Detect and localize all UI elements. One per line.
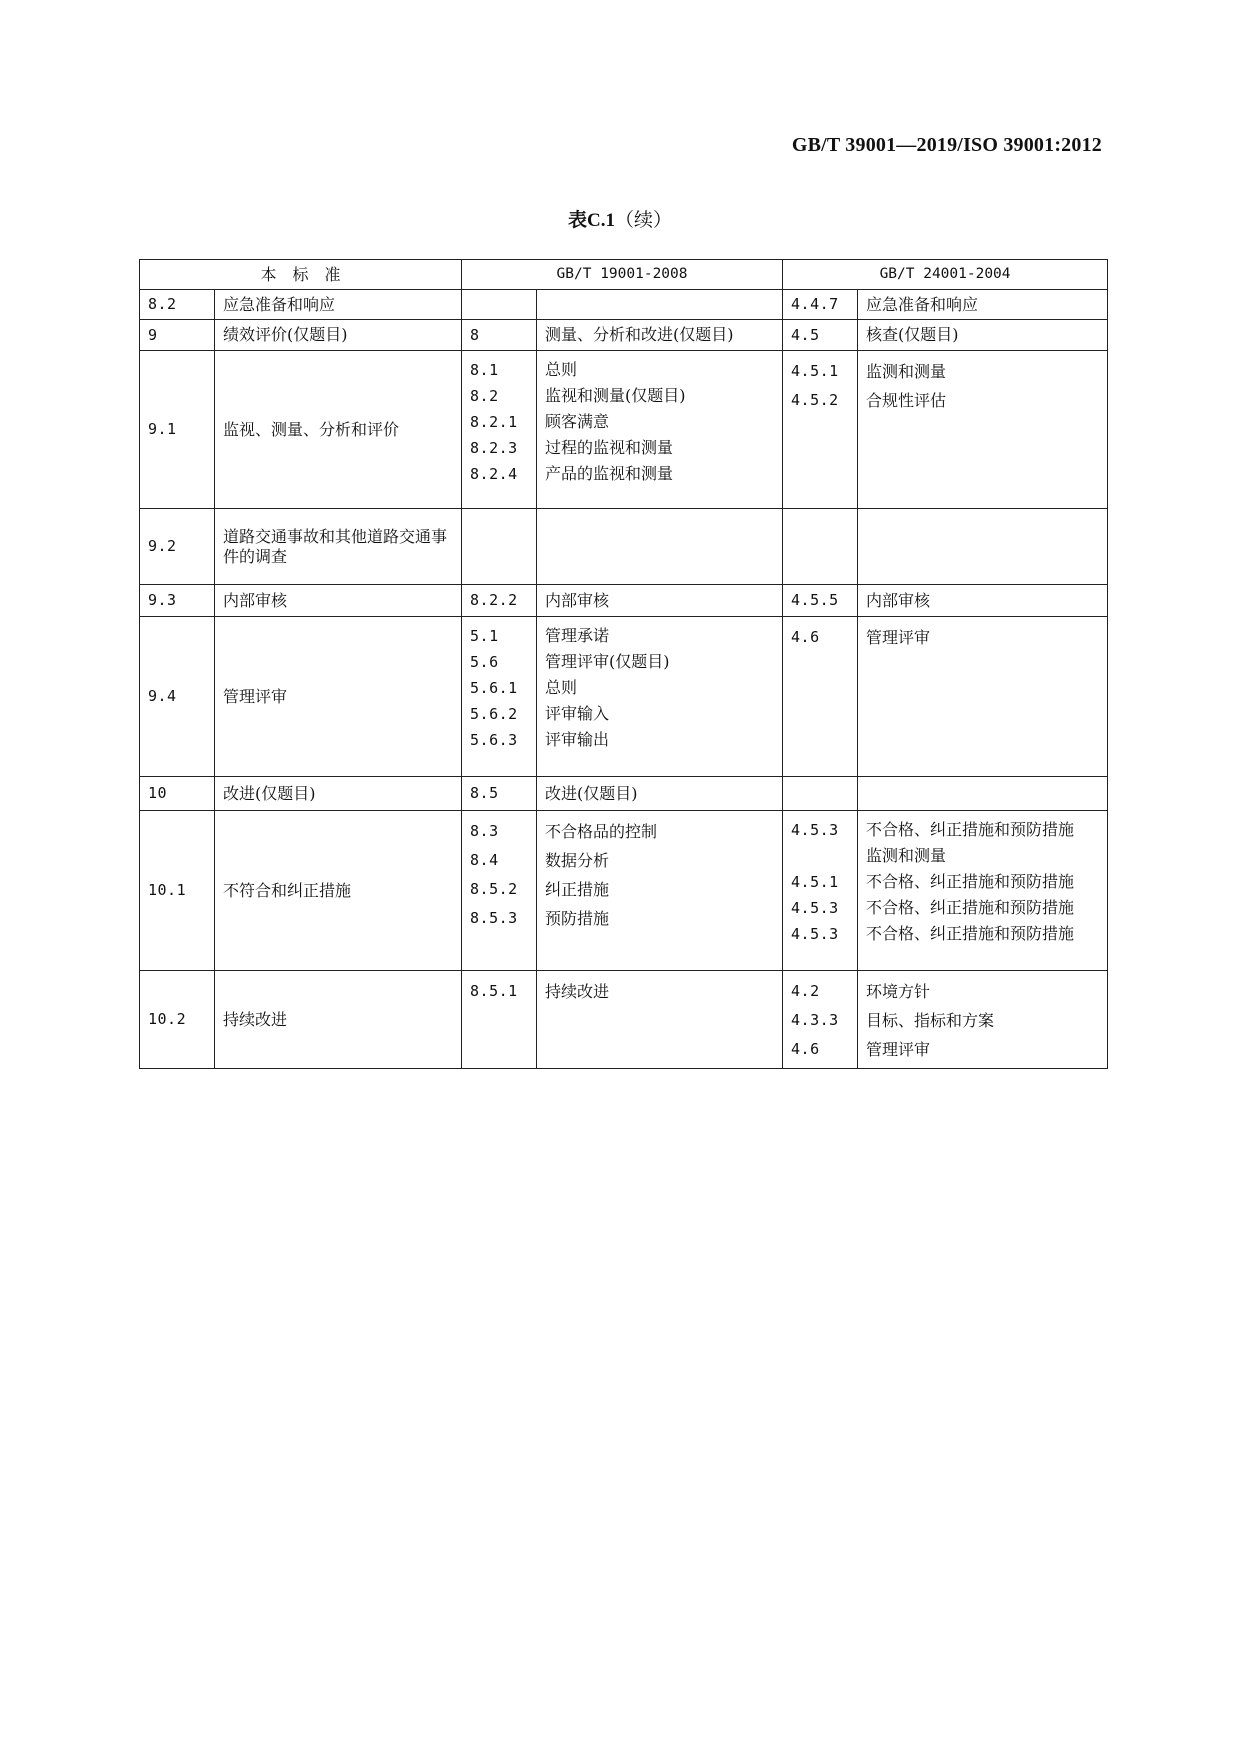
gbt24001-clause-title-line: 不合格、纠正措施和预防措施 [866, 898, 1075, 917]
gbt19001-clause-number [462, 971, 537, 1069]
gbt24001-clause-title-line: 监测和测量 [866, 362, 947, 381]
table-caption [0, 205, 1240, 232]
gbt24001-clause-title [858, 290, 1108, 320]
gbt19001-clause-title-line: 内部审核 [545, 590, 610, 610]
gbt24001-clause-number-line: 4.6 [791, 1040, 820, 1058]
gbt19001-clause-number-line: 8 [470, 325, 480, 344]
clause-title [215, 971, 462, 1069]
gbt19001-clause-title-line: 改进(仅题目) [545, 783, 638, 803]
clause-number [140, 617, 215, 777]
table-row [140, 509, 1108, 585]
clause-title [215, 585, 462, 617]
clause-number [140, 290, 215, 320]
gbt19001-clause-title-line: 产品的监视和测量 [545, 464, 674, 483]
gbt19001-clause-title-line: 总则 [545, 360, 578, 379]
gbt19001-clause-number-line: 8.5.3 [470, 909, 518, 927]
gbt24001-clause-number-line: 4.6 [791, 628, 820, 646]
gbt24001-clause-title-line: 不合格、纠正措施和预防措施 [866, 820, 1075, 839]
gbt24001-clause-title-line: 管理评审 [866, 628, 931, 647]
gbt19001-clause-title [537, 971, 783, 1069]
document-id: GB/T 39001—2019/ISO 39001:2012 [791, 134, 1102, 156]
gbt19001-clause-title-line: 测量、分析和改进(仅题目) [545, 325, 734, 344]
gbt24001-clause-title [858, 509, 1108, 585]
gbt24001-clause-number-line: 4.2 [791, 982, 820, 1000]
clause-number [140, 509, 215, 585]
gbt24001-clause-title [858, 585, 1108, 617]
gbt19001-clause-title-line: 过程的监视和测量 [545, 438, 674, 457]
clause-title [215, 320, 462, 351]
gbt19001-clause-title [537, 351, 783, 509]
gbt24001-clause-title-line: 内部审核 [866, 590, 931, 610]
clause-title [215, 509, 462, 585]
clause-number-text: 9.1 [148, 420, 177, 439]
table-row [140, 777, 1108, 811]
clause-title-text: 管理评审 [223, 686, 288, 706]
gbt19001-clause-title-line: 评审输入 [545, 704, 610, 723]
gbt19001-clause-number [462, 290, 537, 320]
clause-title-text: 改进(仅题目) [223, 783, 316, 803]
gbt19001-clause-number-line: 5.1 [470, 627, 499, 645]
table-row [140, 585, 1108, 617]
table-header-row [140, 260, 1108, 290]
gbt19001-clause-number-line: 8.2.3 [470, 439, 518, 457]
gbt19001-clause-number-line: 8.2.4 [470, 465, 518, 483]
clause-number [140, 351, 215, 509]
gbt19001-clause-number [462, 811, 537, 971]
clause-title-text: 应急准备和响应 [223, 294, 336, 314]
gbt24001-clause-number [783, 971, 858, 1069]
gbt19001-clause-title-line: 评审输出 [545, 730, 610, 749]
gbt24001-clause-number [783, 777, 858, 811]
gbt19001-clause-title [537, 777, 783, 811]
gbt24001-clause-title-line: 核查(仅题目) [866, 325, 959, 344]
gbt19001-clause-title [537, 320, 783, 351]
table-row [140, 290, 1108, 320]
clause-number-text: 9.3 [148, 591, 177, 610]
gbt24001-clause-title-line: 环境方针 [866, 982, 931, 1001]
gbt19001-clause-number-line: 8.2.1 [470, 413, 518, 431]
clause-title [215, 290, 462, 320]
gbt24001-clause-title [858, 811, 1108, 971]
gbt24001-clause-title [858, 617, 1108, 777]
gbt24001-clause-title-line: 合规性评估 [866, 391, 947, 410]
clause-title-text: 道路交通事故和其他道路交通事件的调查 [223, 526, 448, 566]
gbt19001-clause-number-line: 8.5 [470, 784, 499, 803]
table-row [140, 971, 1108, 1069]
clause-number [140, 585, 215, 617]
gbt24001-clause-number [783, 617, 858, 777]
gbt19001-clause-title-line: 不合格品的控制 [545, 822, 658, 841]
gbt19001-clause-title [537, 811, 783, 971]
gbt19001-clause-title-line: 数据分析 [545, 851, 610, 870]
header-gbt-19001: GB/T 19001-2008 [462, 260, 783, 290]
clause-number-text: 9.2 [148, 537, 177, 556]
gbt24001-clause-number-line: 4.5.3 [791, 821, 839, 839]
gbt24001-clause-number-line: 4.5.1 [791, 873, 839, 891]
standards-mapping-table [139, 259, 1108, 1069]
clause-number-text: 10.1 [148, 881, 187, 900]
gbt24001-clause-number [783, 320, 858, 351]
gbt24001-clause-title [858, 351, 1108, 509]
clause-title [215, 811, 462, 971]
gbt24001-clause-number-line [791, 843, 849, 869]
clause-number-text: 8.2 [148, 295, 177, 314]
gbt24001-clause-title-line: 目标、指标和方案 [866, 1011, 995, 1030]
gbt24001-clause-number-line: 4.5.3 [791, 899, 839, 917]
gbt24001-clause-number-line: 4.5.3 [791, 925, 839, 943]
gbt24001-clause-number [783, 585, 858, 617]
clause-number-text: 10 [148, 784, 168, 803]
gbt19001-clause-number-line: 5.6.3 [470, 731, 518, 749]
gbt19001-clause-number-line: 8.1 [470, 361, 499, 379]
gbt19001-clause-number [462, 585, 537, 617]
gbt19001-clause-title-line: 总则 [545, 678, 578, 697]
gbt19001-clause-number [462, 320, 537, 351]
clause-title-text: 绩效评价(仅题目) [223, 325, 348, 344]
gbt19001-clause-number-line: 8.3 [470, 822, 499, 840]
gbt24001-clause-number-line: 4.5.5 [791, 591, 839, 610]
gbt24001-clause-title [858, 777, 1108, 811]
table-caption-number: 表C.1 [568, 210, 615, 231]
gbt19001-clause-title-line: 持续改进 [545, 982, 610, 1001]
clause-title-text: 监视、测量、分析和评价 [223, 419, 400, 439]
gbt19001-clause-number-line: 8.5.1 [470, 982, 518, 1000]
gbt19001-clause-title [537, 617, 783, 777]
gbt19001-clause-title-line: 预防措施 [545, 909, 610, 928]
gbt19001-clause-title [537, 509, 783, 585]
gbt24001-clause-title-line: 应急准备和响应 [866, 294, 979, 314]
gbt24001-clause-title [858, 971, 1108, 1069]
gbt24001-clause-number [783, 290, 858, 320]
gbt19001-clause-number [462, 509, 537, 585]
gbt24001-clause-number-line: 4.5.2 [791, 391, 839, 409]
table-row [140, 320, 1108, 351]
gbt24001-clause-title [858, 320, 1108, 351]
clause-number [140, 777, 215, 811]
gbt19001-clause-number [462, 617, 537, 777]
gbt19001-clause-title-line: 顾客满意 [545, 412, 610, 431]
gbt19001-clause-number [462, 351, 537, 509]
table-row [140, 811, 1108, 971]
clause-number-text: 10.2 [148, 1010, 187, 1029]
clause-title-text: 不符合和纠正措施 [223, 880, 352, 900]
clause-title [215, 351, 462, 509]
table-row [140, 617, 1108, 777]
clause-number [140, 971, 215, 1069]
clause-title-text: 内部审核 [223, 590, 288, 610]
clause-title-text: 持续改进 [223, 1009, 288, 1029]
gbt24001-clause-title-line: 不合格、纠正措施和预防措施 [866, 924, 1075, 943]
gbt24001-clause-title-line: 监测和测量 [866, 846, 947, 865]
clause-number [140, 811, 215, 971]
gbt24001-clause-number-line: 4.5 [791, 325, 820, 344]
table-caption-continued: （续） [614, 209, 672, 231]
gbt24001-clause-number-line: 4.5.1 [791, 362, 839, 380]
gbt24001-clause-number [783, 509, 858, 585]
header-gbt-24001: GB/T 24001-2004 [783, 260, 1108, 290]
table-row [140, 351, 1108, 509]
clause-number-text: 9 [148, 325, 158, 344]
gbt19001-clause-number-line: 8.2.2 [470, 591, 518, 610]
clause-number [140, 320, 215, 351]
table-body [140, 290, 1108, 1069]
gbt19001-clause-number-line: 5.6 [470, 653, 499, 671]
gbt24001-clause-number-line: 4.4.7 [791, 295, 839, 314]
gbt19001-clause-title-line: 管理评审(仅题目) [545, 652, 670, 671]
gbt19001-clause-title [537, 290, 783, 320]
clause-title [215, 617, 462, 777]
gbt24001-clause-title-line: 管理评审 [866, 1040, 931, 1059]
gbt19001-clause-title-line: 纠正措施 [545, 880, 610, 899]
gbt24001-clause-number [783, 351, 858, 509]
header-this-standard: 本 标 准 [140, 260, 462, 290]
gbt19001-clause-number-line: 5.6.1 [470, 679, 518, 697]
gbt24001-clause-number [783, 811, 858, 971]
gbt19001-clause-number [462, 777, 537, 811]
gbt19001-clause-number-line: 8.5.2 [470, 880, 518, 898]
gbt19001-clause-number-line: 8.4 [470, 851, 499, 869]
gbt19001-clause-title-line: 监视和测量(仅题目) [545, 386, 686, 405]
gbt24001-clause-title-line: 不合格、纠正措施和预防措施 [866, 872, 1075, 891]
gbt19001-clause-number-line: 8.2 [470, 387, 499, 405]
clause-title [215, 777, 462, 811]
gbt24001-clause-number-line: 4.3.3 [791, 1011, 839, 1029]
clause-number-text: 9.4 [148, 687, 177, 706]
gbt19001-clause-title [537, 585, 783, 617]
gbt19001-clause-title-line: 管理承诺 [545, 626, 610, 645]
gbt19001-clause-number-line: 5.6.2 [470, 705, 518, 723]
